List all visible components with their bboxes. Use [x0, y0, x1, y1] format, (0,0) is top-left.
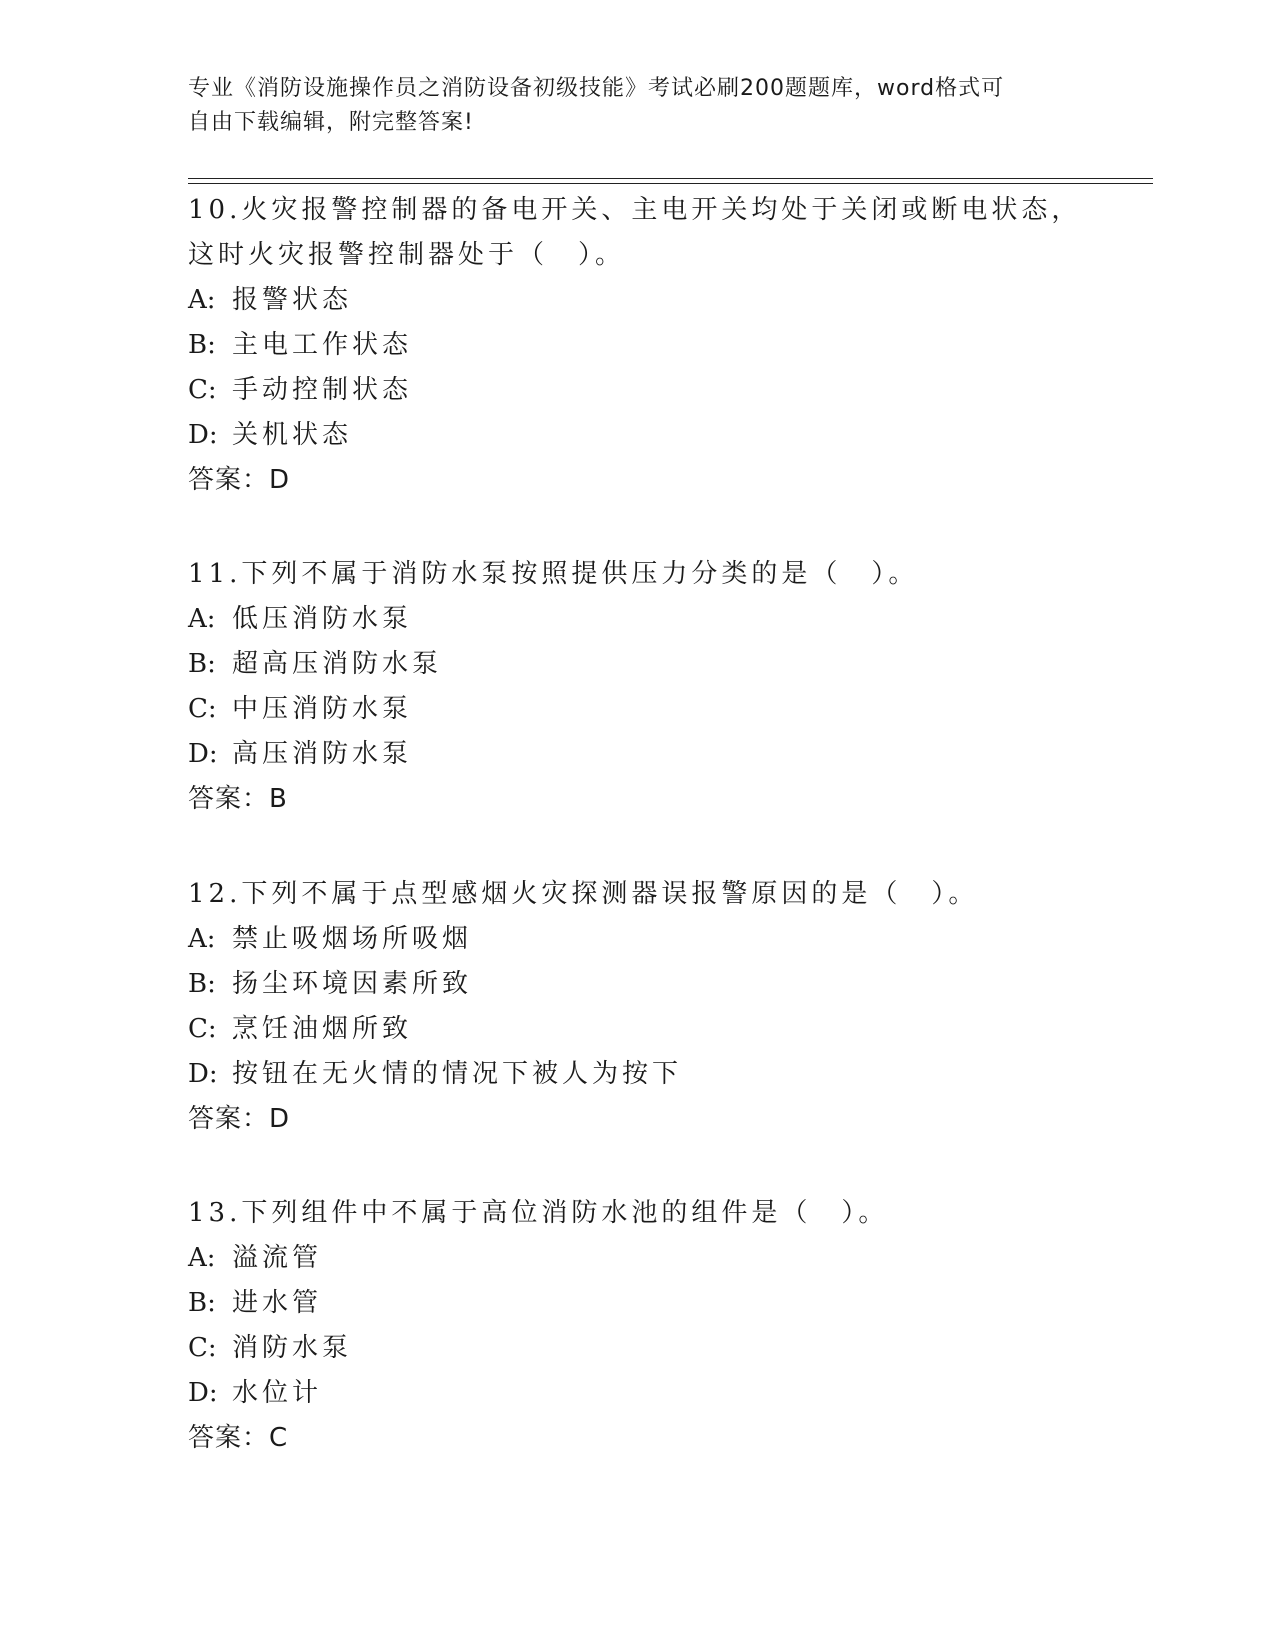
option-a	[188, 597, 1088, 642]
option-c	[188, 1326, 1088, 1371]
option-letter: B:	[188, 969, 216, 999]
option-letter: C:	[188, 694, 217, 724]
option-text: 手动控制状态	[232, 375, 413, 405]
option-letter: A:	[188, 604, 216, 634]
option-text: 扬尘环境因素所致	[232, 969, 473, 999]
option-text: 高压消防水泵	[232, 739, 413, 769]
answer-line: 答案：D	[188, 1104, 291, 1134]
option-letter: C:	[188, 375, 217, 405]
option-letter: A:	[188, 285, 216, 315]
option-letter: D:	[188, 1059, 218, 1089]
question-11	[188, 552, 1088, 822]
header-line-2: 自由下载编辑，附完整答案!	[188, 110, 474, 135]
answer-line: 答案：C	[188, 1423, 289, 1453]
option-text: 禁止吸烟场所吸烟	[232, 924, 473, 954]
option-d	[188, 1371, 1088, 1416]
option-d	[188, 1052, 1088, 1097]
option-text: 报警状态	[232, 285, 353, 315]
option-text: 消防水泵	[232, 1333, 353, 1363]
option-b	[188, 323, 1088, 368]
header-line-1: 专业《消防设施操作员之消防设备初级技能》考试必刷200题题库，word格式可	[188, 76, 1005, 101]
option-c	[188, 687, 1088, 732]
option-letter: A:	[188, 1243, 216, 1273]
option-letter: C:	[188, 1014, 217, 1044]
option-text: 烹饪油烟所致	[232, 1014, 413, 1044]
option-letter: D:	[188, 1378, 218, 1408]
option-text: 低压消防水泵	[232, 604, 413, 634]
option-text: 关机状态	[232, 420, 353, 450]
question-stem: 11.下列不属于消防水泵按照提供压力分类的是（ ）。	[188, 559, 919, 589]
question-stem: 12.下列不属于点型感烟火灾探测器误报警原因的是（ ）。	[188, 879, 979, 909]
answer-line: 答案：B	[188, 784, 288, 814]
question-stem: 13.下列组件中不属于高位消防水池的组件是（ ）。	[188, 1198, 889, 1228]
document-header	[188, 72, 1088, 140]
option-b	[188, 962, 1088, 1007]
question-12	[188, 872, 1088, 1142]
option-letter: D:	[188, 739, 218, 769]
option-letter: B:	[188, 649, 216, 679]
option-d	[188, 413, 1088, 458]
option-c	[188, 1007, 1088, 1052]
option-a	[188, 278, 1088, 323]
option-d	[188, 732, 1088, 777]
option-text: 主电工作状态	[232, 330, 413, 360]
question-stem: 10.火灾报警控制器的备电开关、主电开关均处于关闭或断电状态，这时火灾报警控制器处于（ ）。	[188, 195, 1082, 270]
option-letter: B:	[188, 330, 216, 360]
option-c	[188, 368, 1088, 413]
header-divider-top	[188, 178, 1153, 179]
option-a	[188, 1236, 1088, 1281]
option-text: 超高压消防水泵	[232, 649, 443, 679]
option-b	[188, 642, 1088, 687]
option-b	[188, 1281, 1088, 1326]
question-13	[188, 1191, 1088, 1461]
option-text: 溢流管	[232, 1243, 323, 1273]
option-text: 水位计	[232, 1378, 323, 1408]
option-letter: C:	[188, 1333, 217, 1363]
option-text: 中压消防水泵	[232, 694, 413, 724]
option-letter: A:	[188, 924, 216, 954]
option-letter: B:	[188, 1288, 216, 1318]
header-divider-bottom	[188, 183, 1153, 184]
answer-line: 答案：D	[188, 465, 291, 495]
option-letter: D:	[188, 420, 218, 450]
question-10	[188, 188, 1088, 503]
option-text: 按钮在无火情的情况下被人为按下	[232, 1059, 683, 1089]
option-text: 进水管	[232, 1288, 323, 1318]
option-a	[188, 917, 1088, 962]
